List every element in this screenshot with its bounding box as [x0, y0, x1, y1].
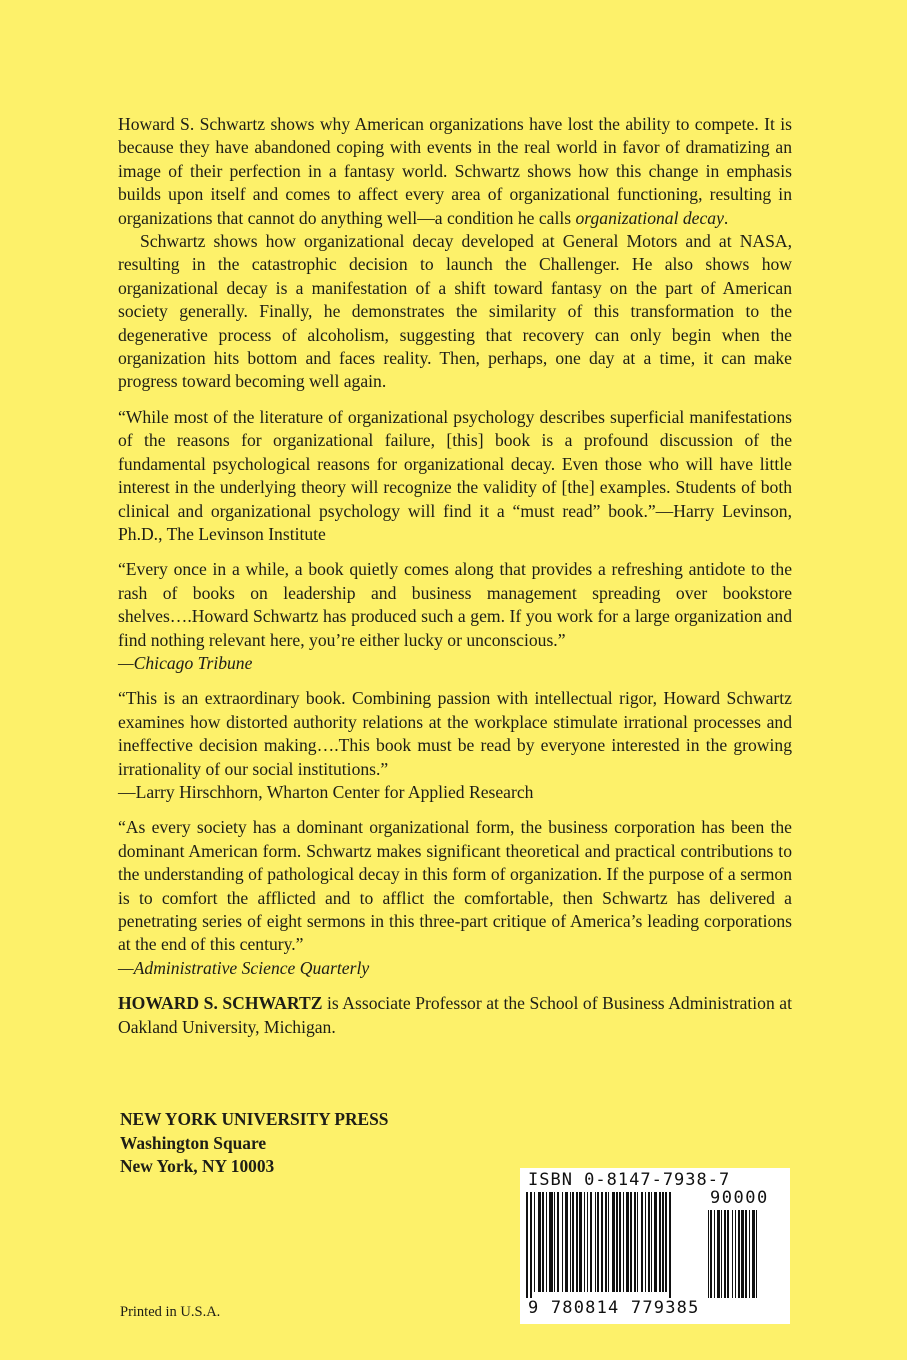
publisher-city: New York, NY 10003 — [120, 1156, 275, 1177]
barcode-bar — [648, 1192, 650, 1292]
review-levinson — [118, 406, 792, 546]
barcode-bar — [669, 1192, 671, 1300]
barcode-bar — [612, 1192, 615, 1292]
barcode-bar — [756, 1210, 757, 1298]
ean-number: 9 780814 779385 — [528, 1298, 700, 1318]
barcode-bar — [665, 1192, 667, 1292]
barcode-bar — [526, 1192, 528, 1300]
barcode-bar — [608, 1192, 609, 1292]
description-paragraph-2: Schwartz shows how organizational decay developed at General Motors and at NASA, resulting in the catastrophic decision to launch the Challenger. He also shows how organizational decay is a manifestation of a shift toward fantasy on the part of American society generally. Finally, he demonstrates the similarity of this transformation to the degenerative process of alcoholism, suggesting that recovery can only begin when the organization hits bottom and faces reality. Then, perhaps, one day at a time, it can make progress toward becoming well again. — [118, 231, 792, 392]
barcode-bar — [584, 1192, 585, 1292]
barcode-bar — [542, 1192, 544, 1292]
barcode-bar — [572, 1192, 574, 1292]
barcode-bar — [741, 1210, 744, 1298]
barcode-bar — [752, 1210, 755, 1298]
barcode-bar — [623, 1192, 624, 1292]
review-quote: “This is an extraordinary book. Combining passion with intellectual rigor, Howard Schwartz examines how distorted authority relations at the workplace stimulate irrational processes and ineffective decision making….This book must be read by everyone interested in the growing irrationality of our social institutions.” — [118, 688, 792, 779]
barcode-bar — [662, 1192, 664, 1292]
barcode-bar — [721, 1210, 722, 1298]
author-bio-text: is Associate Professor at the School of Business Administration at Oakland University, Michigan. — [118, 993, 792, 1037]
barcode-bar — [710, 1210, 712, 1298]
barcode-bar — [651, 1192, 652, 1292]
barcode-bar — [534, 1192, 535, 1292]
barcode-bar — [601, 1192, 603, 1292]
barcode-bar — [530, 1192, 532, 1300]
barcode-bar — [565, 1192, 568, 1292]
isbn-number: ISBN 0-8147-7938-7 — [528, 1170, 731, 1190]
barcode-bar — [570, 1192, 571, 1292]
review-source: —Administrative Science Quarterly — [118, 957, 370, 978]
barcode-bar — [645, 1192, 646, 1292]
author-bio — [118, 992, 792, 1039]
publisher-street: Washington Square — [120, 1132, 267, 1153]
publisher-name: NEW YORK UNIVERSITY PRESS — [120, 1109, 389, 1129]
barcode-bar — [727, 1210, 729, 1298]
barcode-bar — [732, 1210, 733, 1298]
barcode-bar — [735, 1210, 736, 1298]
back-cover-text — [118, 113, 792, 1039]
barcode-bar — [634, 1192, 636, 1292]
review-quote: “As every society has a dominant organizational form, the business corporation has been the dominant American form. Schwartz makes significant theoretical and practical contributions to the understanding of pathological decay in this form of organization. If the purpose of a sermon is to comfort the afflicted and to afflict the comfortable, then Schwartz has delivered a penetrating series of eight sermons in this three-part critique of America’s leading corporations at the end of this century.” — [118, 817, 792, 955]
barcode-bar — [590, 1192, 592, 1292]
price-code: 90000 — [710, 1188, 769, 1208]
review-source: —Chicago Tribune — [118, 652, 253, 673]
barcode-bar — [630, 1192, 632, 1292]
review-quote: “Every once in a while, a book quietly comes along that provides a refreshing antidote to the rash of books on leadership and business management spreading over bookstore shelves….Howard Schwartz has produced such a gem. If you work for a large organization and find nothing relevant here, you’re either lucky or unconscious.” — [118, 559, 792, 650]
barcode-bar — [654, 1192, 657, 1292]
barcode-bar — [595, 1192, 596, 1292]
barcode-bar — [538, 1192, 541, 1292]
barcode-bar — [738, 1210, 740, 1298]
barcode-bar — [605, 1192, 607, 1292]
author-name: HOWARD S. SCHWARTZ — [118, 993, 323, 1014]
review-chicago-tribune — [118, 558, 792, 675]
barcode-bar — [724, 1210, 726, 1298]
barcode-bar — [576, 1192, 578, 1292]
description-paragraph-1: Howard S. Schwartz shows why American organizations have lost the ability to compete. It is because they have abandoned coping with events in the real world in favor of dramatizing an image of their perfection in a fantasy world. Schwartz shows how this change in emphasis builds upon itself and comes to affect every area of organizational functioning, resulting in organizations that cannot do anything well—a condition he calls organizational decay. — [118, 114, 792, 228]
barcode-bar — [749, 1210, 750, 1298]
publisher-address — [120, 1108, 388, 1179]
review-source: —Harry Levinson, Ph.D., The Levinson Institute — [118, 500, 792, 544]
barcode-bar — [562, 1192, 563, 1292]
barcode-bar — [659, 1192, 661, 1292]
barcode-bar — [557, 1192, 559, 1292]
review-source: —Larry Hirschhorn, Wharton Center for Applied Research — [118, 781, 534, 802]
ean-barcode-bars — [526, 1192, 698, 1310]
review-hirschhorn — [118, 687, 792, 804]
barcode-bar — [554, 1192, 555, 1292]
price-code-bars — [708, 1210, 784, 1310]
barcode-bar — [708, 1210, 709, 1298]
term-organizational-decay: organizational decay — [575, 207, 724, 228]
barcode-bar — [616, 1192, 618, 1292]
barcode-bar — [626, 1192, 629, 1292]
printed-in-label: Printed in U.S.A. — [120, 1304, 221, 1320]
isbn-barcode — [520, 1168, 790, 1324]
barcode-bar — [579, 1192, 582, 1292]
barcode-bar — [717, 1210, 720, 1298]
barcode-bar — [619, 1192, 621, 1292]
barcode-bar — [745, 1210, 747, 1298]
barcode-bar — [587, 1192, 588, 1292]
barcode-bar — [597, 1192, 599, 1292]
barcode-bar — [637, 1192, 638, 1292]
barcode-bar — [549, 1192, 553, 1292]
review-asq — [118, 816, 792, 980]
barcode-bar — [714, 1210, 715, 1298]
review-quote: “While most of the literature of organizational psychology describes superficial manifestations of the reasons for organizational failure, [this] book is a profound discussion of the fundamental psychological reasons for organizational decay. Even those who will have little interest in the underlying theory will recognize the validity of [the] examples. Students of both clinical and organizational psychology will find it a “must read” book.” — [118, 406, 792, 521]
barcode-bar — [546, 1192, 547, 1292]
barcode-bar — [641, 1192, 643, 1292]
